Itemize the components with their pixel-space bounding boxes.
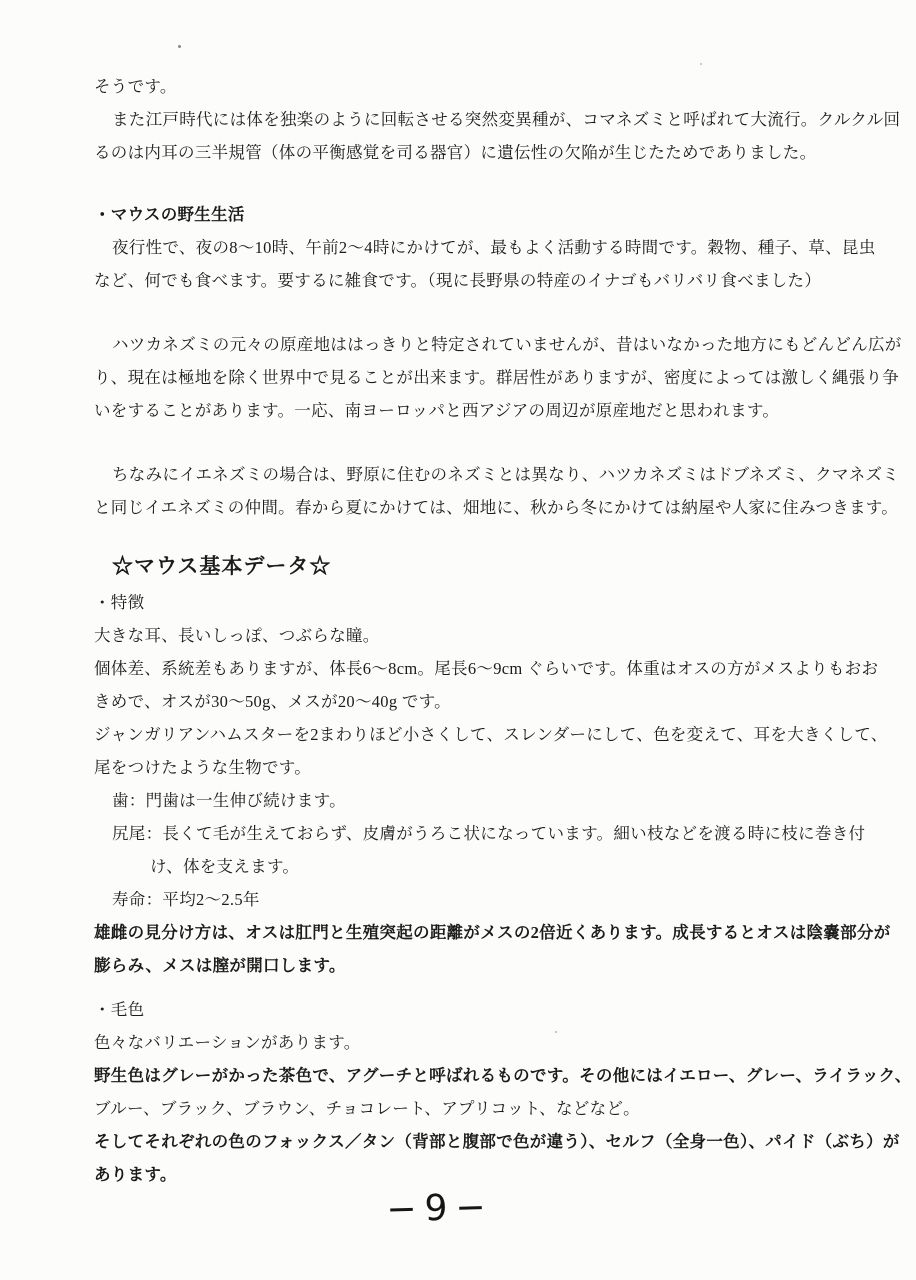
wild-life-activity-line: など、何でも食べます。要するに雑食です。（現に長野県の特産のイナゴもバリバリ食べました）: [94, 271, 822, 290]
coat-color-intro-line: 色々なバリエーションがあります。: [94, 1033, 361, 1052]
origin-line: り、現在は極地を除く世界中で見ることが出来ます。群居性がありますが、密度によっては激しく縄張り争: [94, 368, 900, 387]
house-mouse-line: ちなみにイエネズミの場合は、野原に住むのネズミとは異なり、ハツカネズミはドブネズミ、クマネズミ: [112, 465, 900, 484]
origin-line: ハツカネズミの元々の原産地ははっきりと特定されていませんが、昔はいなかった地方にもどんどん広が: [112, 335, 902, 354]
features-comparison-line: 尾をつけたような生物です。: [94, 758, 312, 777]
coat-color-patterns-line: あります。: [94, 1165, 177, 1184]
coat-color-patterns-line: そしてそれぞれの色のフォックス／タン（背部と腹部で色が違う）、セルフ（全身一色）、パイド（ぶち）が: [94, 1132, 900, 1151]
features-lifespan-line: 寿命：平均2～2.5年: [112, 890, 260, 909]
features-sexing-line: 雄雌の見分け方は、オスは肛門と生殖突起の距離がメスの2倍近くあります。成長するとオスは陰嚢部分が: [94, 923, 891, 942]
subsection-heading-features: ・特徴: [94, 593, 145, 612]
scan-speck: [178, 45, 181, 48]
house-mouse-line: と同じイエネズミの仲間。春から夏にかけては、畑地に、秋から冬にかけては納屋や人家に住みつきます。: [94, 498, 899, 517]
page-number: −9−: [385, 1186, 495, 1231]
coat-color-colors-line: ブルー、ブラック、ブラウン、チョコレート、アプリコット、などなど。: [94, 1099, 640, 1118]
wild-life-activity-line: 夜行性で、夜の8～10時、午前2～4時にかけてが、最もよく活動する時間です。穀物、種子、草、昆虫: [112, 238, 876, 257]
section-heading-basic-data: ☆マウス基本データ☆: [112, 554, 332, 578]
features-appearance-line: 大きな耳、長いしっぽ、つぶらな瞳。: [94, 626, 380, 645]
origin-line: いをすることがあります。一応、南ヨーロッパと西アジアの周辺が原産地だと思われます。: [94, 401, 780, 420]
features-tail-line: 尻尾：長くて毛が生えておらず、皮膚がうろこ状になっています。細い枝などを渡る時に枝に巻き付: [112, 824, 866, 843]
subsection-heading-coat-color: ・毛色: [94, 1000, 145, 1019]
features-comparison-line: ジャンガリアンハムスターを2まわりほど小さくして、スレンダーにして、色を変えて、耳を大きくして、: [94, 725, 888, 744]
coat-color-colors-line: 野生色はグレーがかった茶色で、アグーチと呼ばれるものです。その他にはイエロー、グレー、ライラック、: [94, 1066, 912, 1085]
section-heading-wild-life: ・マウスの野生生活: [94, 205, 245, 224]
features-sexing-line: 膨らみ、メスは膣が開口します。: [94, 956, 346, 975]
intro-line: そうです。: [94, 77, 177, 96]
intro-line: るのは内耳の三半規管（体の平衡感覚を司る器官）に遺伝性の欠陥が生じたためでありました。: [94, 143, 817, 162]
intro-line: また江戸時代には体を独楽のように回転させる突然変異種が、コマネズミと呼ばれて大流行。クルクル回: [112, 110, 901, 129]
scan-speck: [700, 63, 702, 65]
features-size-line: きめで、オスが30～50g、メスが20～40g です。: [94, 692, 451, 711]
text-column: [94, 70, 912, 1191]
features-size-line: 個体差、系統差もありますが、体長6～8cm。尾長6～9cm ぐらいです。体重はオスの方がメスよりもおお: [94, 659, 879, 678]
features-teeth-line: 歯：門歯は一生伸び続けます。: [112, 791, 346, 810]
features-tail-line: け、体を支えます。: [150, 857, 300, 876]
